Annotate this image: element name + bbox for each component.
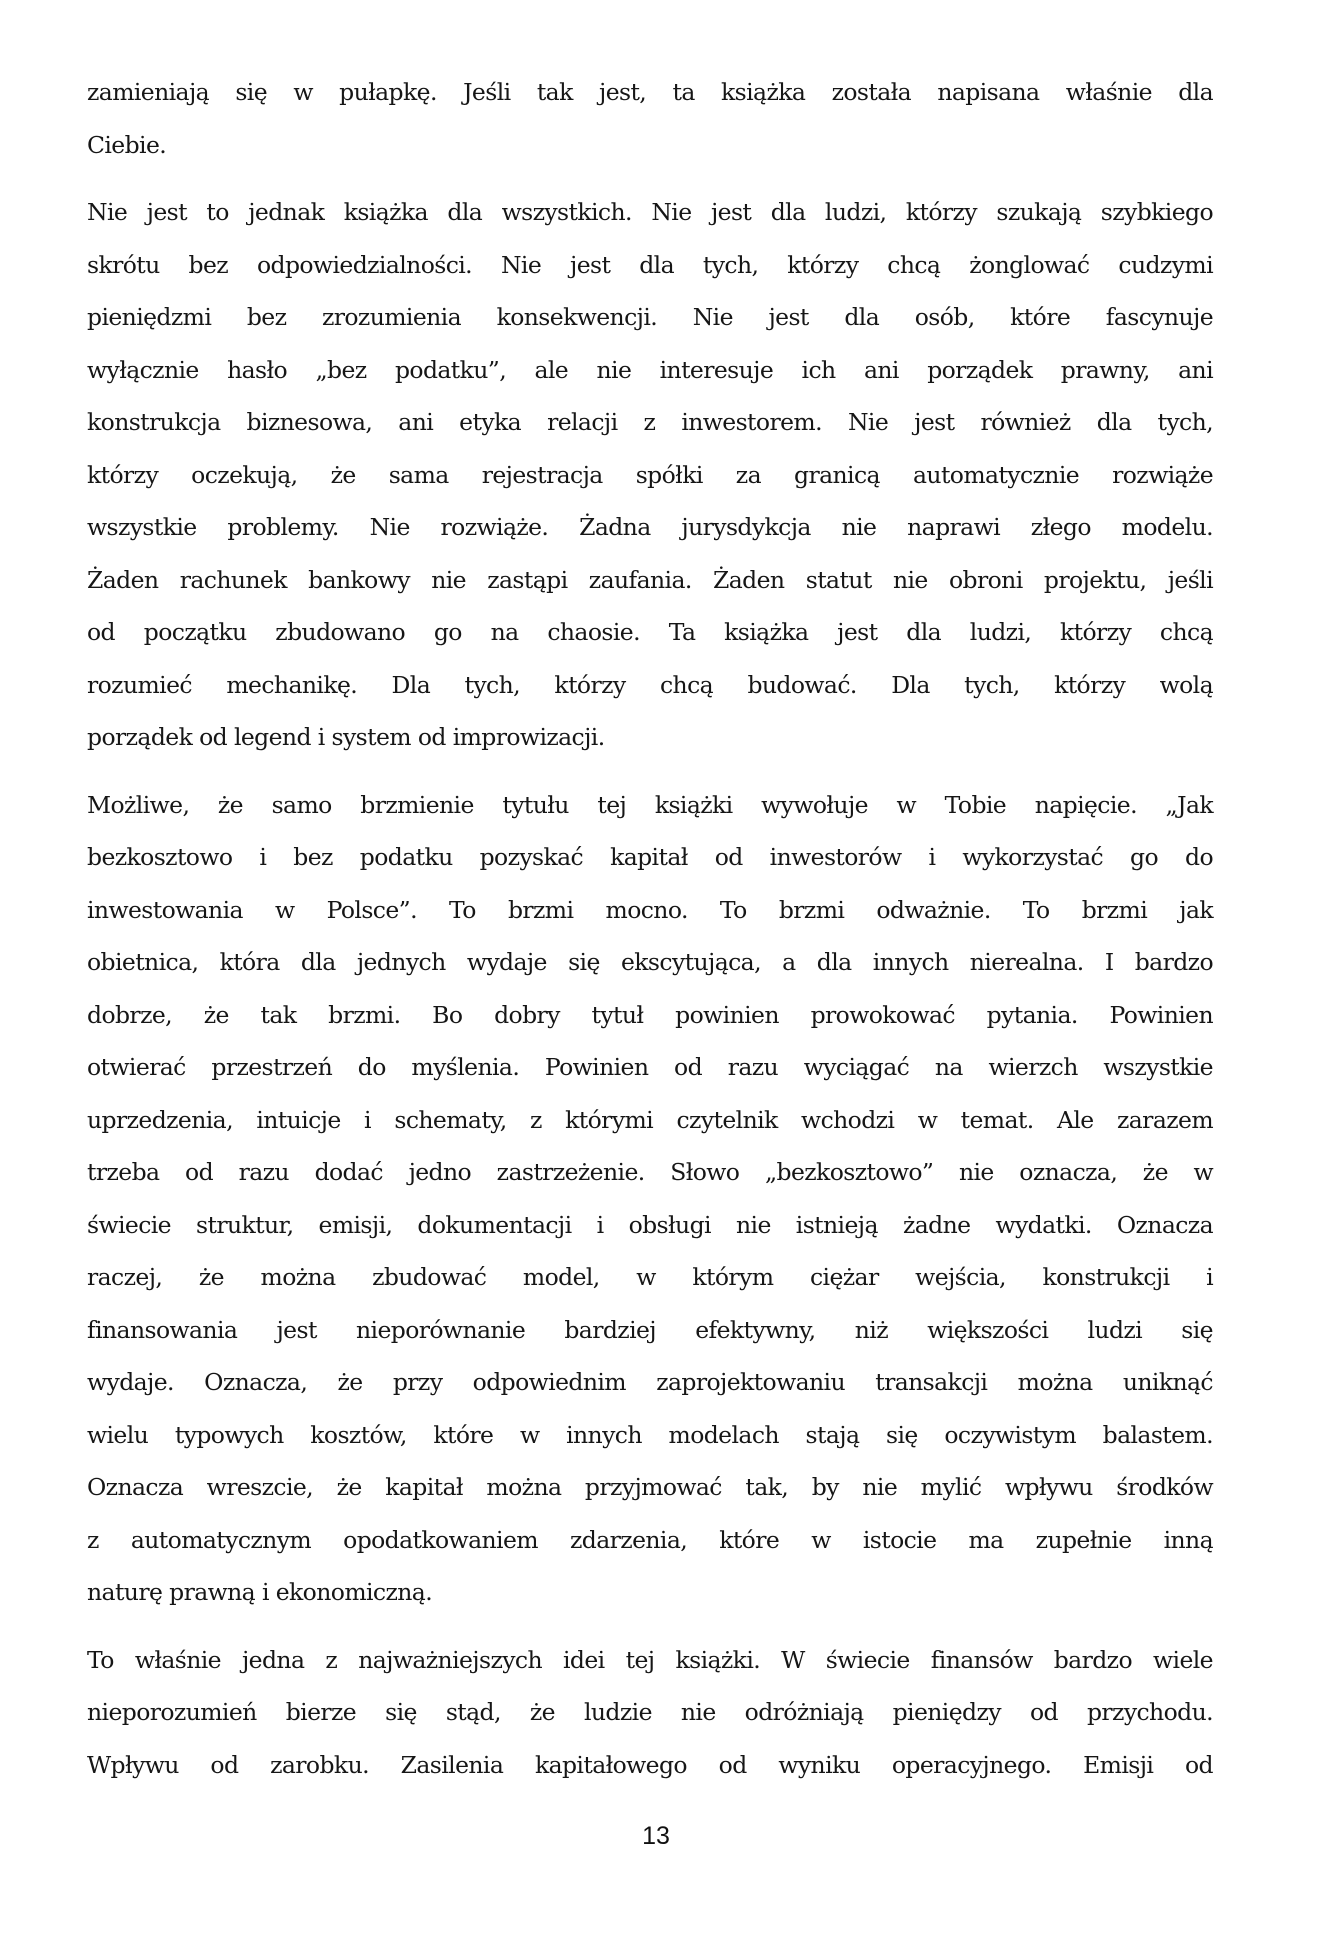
text-line: zamieniają się w pułapkę. Jeśli tak jest, ta książka została napisana właśnie dla	[87, 78, 1213, 106]
text-line: świecie struktur, emisji, dokumentacji i obsługi nie istnieją żadne wydatki. Oznacza	[87, 1210, 1213, 1239]
text-line: wielu typowych kosztów, które w innych modelach stają się oczywistym balastem.	[87, 1420, 1213, 1449]
page-number: 13	[642, 1822, 670, 1850]
text-line: z automatycznym opodatkowaniem zdarzenia, które w istocie ma zupełnie inną	[87, 1525, 1213, 1554]
text-line: Oznacza wreszcie, że kapitał można przyjmować tak, by nie mylić wpływu środków	[87, 1473, 1213, 1501]
paragraph-2	[87, 186, 1213, 764]
text-line: wydaje. Oznacza, że przy odpowiednim zaprojektowaniu transakcji można uniknąć	[87, 1368, 1213, 1396]
text-line: naturę prawną i ekonomiczną.	[87, 1578, 433, 1606]
text-line: Żaden rachunek bankowy nie zastąpi zaufania. Żaden statut nie obroni projektu, jeśli	[87, 565, 1213, 594]
text-line: od początku zbudowano go na chaosie. Ta książka jest dla ludzi, którzy chcą	[87, 618, 1213, 646]
text-line: Możliwe, że samo brzmienie tytułu tej książki wywołuje w Tobie napięcie. „Jak	[87, 790, 1213, 819]
paragraph-1	[87, 66, 1213, 171]
text-line: porządek od legend i system od improwizacji.	[87, 723, 605, 751]
text-line: wyłącznie hasło „bez podatku”, ale nie interesuje ich ani porządek prawny, ani	[87, 355, 1213, 384]
paragraph-4	[87, 1634, 1213, 1792]
text-line: finansowania jest nieporównanie bardziej efektywny, niż większości ludzi się	[87, 1315, 1213, 1344]
text-line: uprzedzenia, intuicje i schematy, z którymi czytelnik wchodzi w temat. Ale zarazem	[87, 1105, 1213, 1134]
text-line: Ciebie.	[87, 130, 167, 159]
text-line: którzy oczekują, że sama rejestracja spółki za granicą automatycznie rozwiąże	[87, 460, 1213, 489]
text-line: pieniędzmi bez zrozumienia konsekwencji. Nie jest dla osób, które fascynuje	[87, 303, 1213, 331]
text-line: rozumieć mechanikę. Dla tych, którzy chcą budować. Dla tych, którzy wolą	[87, 670, 1213, 699]
text-line: Wpływu od zarobku. Zasilenia kapitałowego od wyniku operacyjnego. Emisji od	[87, 1750, 1213, 1779]
text-line: raczej, że można zbudować model, w którym ciężar wejścia, konstrukcji i	[87, 1263, 1213, 1291]
text-line: To właśnie jedna z najważniejszych idei tej książki. W świecie finansów bardzo wiele	[87, 1645, 1213, 1674]
body-text	[87, 66, 1213, 1806]
text-line: inwestowania w Polsce”. To brzmi mocno. To brzmi odważnie. To brzmi jak	[87, 895, 1213, 924]
text-line: trzeba od razu dodać jedno zastrzeżenie. Słowo „bezkosztowo” nie oznacza, że w	[87, 1158, 1213, 1186]
text-line: Nie jest to jednak książka dla wszystkich. Nie jest dla ludzi, którzy szukają szybkiego	[87, 198, 1213, 226]
text-line: wszystkie problemy. Nie rozwiąże. Żadna jurysdykcja nie naprawi złego modelu.	[87, 513, 1213, 541]
text-line: nieporozumień bierze się stąd, że ludzie nie odróżniają pieniędzy od przychodu.	[87, 1698, 1213, 1726]
paragraph-3	[87, 779, 1213, 1619]
text-line: otwierać przestrzeń do myślenia. Powinien od razu wyciągać na wierzch wszystkie	[87, 1053, 1213, 1081]
text-line: obietnica, która dla jednych wydaje się ekscytująca, a dla innych nierealna. I bardzo	[87, 948, 1213, 976]
text-line: skrótu bez odpowiedzialności. Nie jest dla tych, którzy chcą żonglować cudzymi	[87, 250, 1213, 279]
text-line: bezkosztowo i bez podatku pozyskać kapitał od inwestorów i wykorzystać go do	[87, 843, 1213, 871]
text-line: dobrze, że tak brzmi. Bo dobry tytuł powinien prowokować pytania. Powinien	[87, 1000, 1213, 1029]
text-line: konstrukcja biznesowa, ani etyka relacji z inwestorem. Nie jest również dla tych,	[87, 408, 1213, 436]
